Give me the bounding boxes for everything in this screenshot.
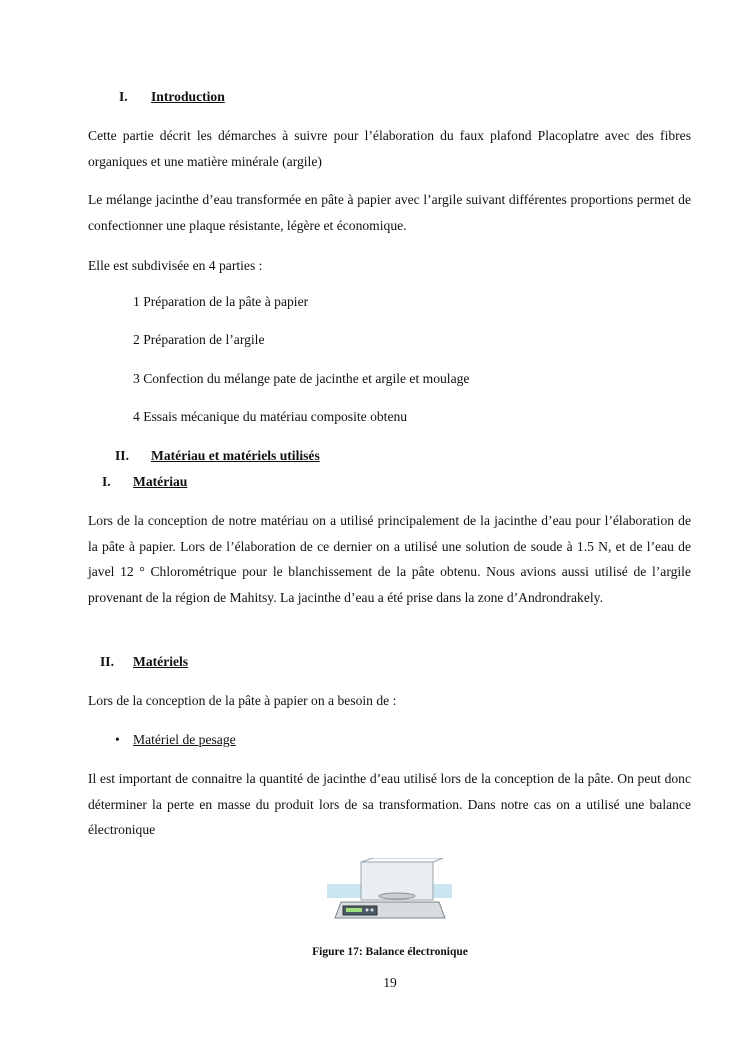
heading-materiau — [102, 474, 187, 490]
paragraph-intro-1: Cette partie décrit les démarches à suivre pour l’élaboration du faux plafond Placoplatre avec des fibres organiques et une matière minérale (argile) — [88, 128, 691, 169]
heading-materials-used — [115, 448, 320, 464]
heading-number: I. — [119, 89, 128, 104]
paragraph-balance: Il est important de connaitre la quantité de jacinthe d’eau utilisé lors de la conception de la pâte. On peut donc déterminer la perte en masse du produit lors de sa transformation. Dans notre cas on a utilisé une balance électronique — [88, 771, 691, 837]
electronic-balance-image — [327, 858, 452, 922]
heading-number: I. — [102, 474, 111, 489]
paragraph-intro-2: Le mélange jacinthe d’eau transformée en pâte à papier avec l’argile suivant différentes proportions permet de confectionner une plaque résistante, légère et économique. — [88, 192, 691, 233]
heading-title: Matériels — [133, 654, 189, 669]
paragraph-intro-3: Elle est subdivisée en 4 parties : — [88, 258, 263, 273]
page-number: 19 — [383, 975, 397, 990]
figure-caption: Figure 17: Balance électronique — [312, 946, 468, 958]
bullet-text: Matériel de pesage — [133, 732, 236, 747]
paragraph-materiau: Lors de la conception de notre matériau on a utilisé principalement de la jacinthe d’eau pour l’élaboration de la pâte à papier. Lors de l’élaboration de ce dernier on a utilisé une solution de soude à 1.5 N, et de l’eau de javel 12 ° Chlorométrique pour le blanchissement de la pâte obtenu. Nous avions aussi utilisé de l’argile provenant de la région de Mahitsy. La jacinthe d’eau a été prise dans la zone d’Androndrakely. — [88, 513, 691, 605]
paragraph-materiels-intro: Lors de la conception de la pâte à papier on a besoin de : — [88, 693, 397, 708]
list-item: 4 Essais mécanique du matériau composite obtenu — [133, 409, 408, 424]
balance-illustration — [327, 858, 452, 922]
heading-title: Matériau et matériels utilisés — [151, 448, 320, 463]
heading-number: II. — [100, 654, 114, 669]
heading-introduction — [119, 89, 225, 105]
list-item: 3 Confection du mélange pate de jacinthe et argile et moulage — [133, 371, 470, 386]
list-item: 1 Préparation de la pâte à papier — [133, 294, 309, 309]
bullet-item — [115, 732, 236, 748]
heading-number: II. — [115, 448, 129, 463]
list-item: 2 Préparation de l’argile — [133, 332, 265, 347]
bullet-icon: • — [115, 732, 120, 747]
heading-materiels — [100, 654, 188, 670]
heading-title: Matériau — [133, 474, 188, 489]
heading-title: Introduction — [151, 89, 225, 104]
